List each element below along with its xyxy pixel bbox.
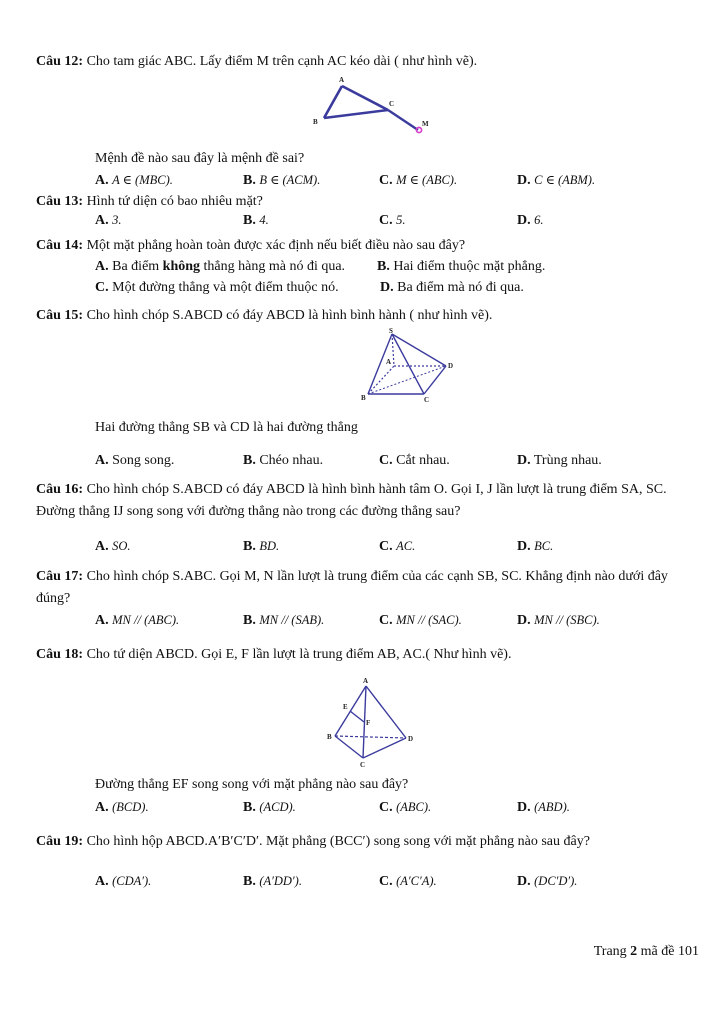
option-d[interactable]: D. (DC′D′). <box>517 874 578 889</box>
question-19-options <box>95 871 705 891</box>
option-d[interactable]: D. (ABD). <box>517 800 570 815</box>
question-text: Cho hình chóp S.ABCD có đáy ABCD là hình bình hành ( như hình vẽ). <box>86 308 493 323</box>
option-a[interactable]: A. MN // (ABC). <box>95 613 180 628</box>
question-label: Câu 13: <box>36 194 84 209</box>
fig-label-c: C <box>424 396 430 404</box>
question-label: Câu 12: <box>36 54 84 69</box>
option-b[interactable]: B. MN // (SAB). <box>243 613 325 628</box>
figure-pyramid-sabcd <box>358 328 458 404</box>
fig-label-b: B <box>327 733 332 741</box>
fig-label-s: S <box>389 328 393 335</box>
option-b[interactable]: B. Hai điểm thuộc mặt phẳng. <box>377 259 546 274</box>
question-15-options <box>95 451 705 471</box>
fig-label-f: F <box>366 719 371 727</box>
option-d[interactable]: D. 6. <box>517 213 544 228</box>
question-text: Cho hình hộp ABCD.A′B′C′D′. Mặt phẳng (BCC′) song song với mặt phẳng nào sau đây? <box>86 834 590 849</box>
page-footer: Trang 2 mã đề 101 <box>593 944 699 959</box>
option-a[interactable]: A. Song song. <box>95 453 175 468</box>
question-label: Câu 15: <box>36 308 84 323</box>
question-17-options <box>95 610 705 630</box>
fig-label-a: A <box>363 677 369 685</box>
question-16 <box>36 479 703 523</box>
fig-label-d: D <box>408 735 414 743</box>
fig-label-e: E <box>343 703 348 711</box>
option-c[interactable]: C. 5. <box>379 213 406 228</box>
option-c[interactable]: C. MN // (SAC). <box>379 613 462 628</box>
question-13-options <box>95 210 705 230</box>
fig-label-c: C <box>360 761 366 769</box>
figure-tetrahedron-abcd <box>318 674 418 770</box>
option-d[interactable]: D. Trùng nhau. <box>517 453 602 468</box>
option-b[interactable]: B. (A′DD′). <box>243 874 302 889</box>
fig-label-m: M <box>422 120 429 128</box>
question-18 <box>36 645 703 665</box>
option-b[interactable]: B. BD. <box>243 539 280 554</box>
question-14-options-row2 <box>95 278 705 298</box>
option-b[interactable]: B. 4. <box>243 213 269 228</box>
question-text: Cho tứ diện ABCD. Gọi E, F lần lượt là trung điểm AB, AC.( Như hình vẽ). <box>86 647 512 662</box>
question-text: Cho hình chóp S.ABC. Gọi M, N lần lượt là trung điểm của các cạnh SB, SC. Khẳng định nào dưới đây đúng? <box>36 569 668 606</box>
question-15 <box>36 306 703 326</box>
option-c[interactable]: C. Một đường thẳng và một điểm thuộc nó. <box>95 280 339 295</box>
question-text: Cho tam giác ABC. Lấy điểm M trên cạnh AC kéo dài ( như hình vẽ). <box>86 54 478 69</box>
fig-label-a: A <box>386 358 392 366</box>
question-17 <box>36 566 703 610</box>
question-14-options-row1 <box>95 257 705 277</box>
option-b[interactable]: B. (ACD). <box>243 800 296 815</box>
option-a[interactable]: A. Ba điểm không thẳng hàng mà nó đi qua. <box>95 259 346 274</box>
question-label: Câu 16: <box>36 482 84 497</box>
option-c[interactable]: C. (A′C′A). <box>379 874 437 889</box>
option-c[interactable]: C. Cắt nhau. <box>379 453 450 468</box>
question-text: Hình tứ diện có bao nhiêu mặt? <box>86 194 263 209</box>
fig-label-b: B <box>361 394 366 402</box>
question-16-options <box>95 536 705 556</box>
question-label: Câu 19: <box>36 834 84 849</box>
option-c[interactable]: C. M ∈ (ABC). <box>379 173 458 188</box>
question-label: Câu 14: <box>36 238 84 253</box>
page-number: 2 <box>630 944 638 959</box>
fig-label-c: C <box>389 100 395 108</box>
option-c[interactable]: C. AC. <box>379 539 416 554</box>
question-18-options <box>95 797 705 817</box>
question-label: Câu 18: <box>36 647 84 662</box>
option-a[interactable]: A. 3. <box>95 213 122 228</box>
question-13 <box>36 192 703 212</box>
question-18-prompt: Đường thẳng EF song song với mặt phẳng nào sau đây? <box>95 777 409 792</box>
option-c[interactable]: C. (ABC). <box>379 800 432 815</box>
question-12-prompt: Mệnh đề nào sau đây là mệnh đề sai? <box>95 151 305 166</box>
option-d[interactable]: D. BC. <box>517 539 554 554</box>
question-14 <box>36 236 703 256</box>
question-label: Câu 17: <box>36 569 84 584</box>
option-d[interactable]: D. C ∈ (ABM). <box>517 173 596 188</box>
option-b[interactable]: B. Chéo nhau. <box>243 453 324 468</box>
question-19 <box>36 832 703 852</box>
option-a[interactable]: A. SO. <box>95 539 131 554</box>
question-text: Cho hình chóp S.ABCD có đáy ABCD là hình bình hành tâm O. Gọi I, J lần lượt là trung điểm SA, SC. Đường thẳng IJ song song với đường thẳng nào trong các đường thẳng sau? <box>36 482 667 519</box>
question-15-prompt: Hai đường thẳng SB và CD là hai đường thẳng <box>95 420 358 435</box>
fig-label-d: D <box>448 362 454 370</box>
question-12-options <box>95 170 705 190</box>
option-d[interactable]: D. MN // (SBC). <box>517 613 600 628</box>
option-b[interactable]: B. B ∈ (ACM). <box>243 173 321 188</box>
point-m-marker <box>416 127 421 132</box>
option-a[interactable]: A. (CDA′). <box>95 874 152 889</box>
question-12 <box>36 52 703 72</box>
option-a[interactable]: A. A ∈ (MBC). <box>95 173 173 188</box>
figure-triangle-abc <box>306 74 446 144</box>
fig-label-a: A <box>339 76 345 84</box>
option-a[interactable]: A. (BCD). <box>95 800 149 815</box>
fig-label-b: B <box>313 118 318 126</box>
option-d[interactable]: D. Ba điểm mà nó đi qua. <box>380 280 524 295</box>
question-text: Một mặt phẳng hoàn toàn được xác định nếu biết điều nào sau đây? <box>86 238 466 253</box>
